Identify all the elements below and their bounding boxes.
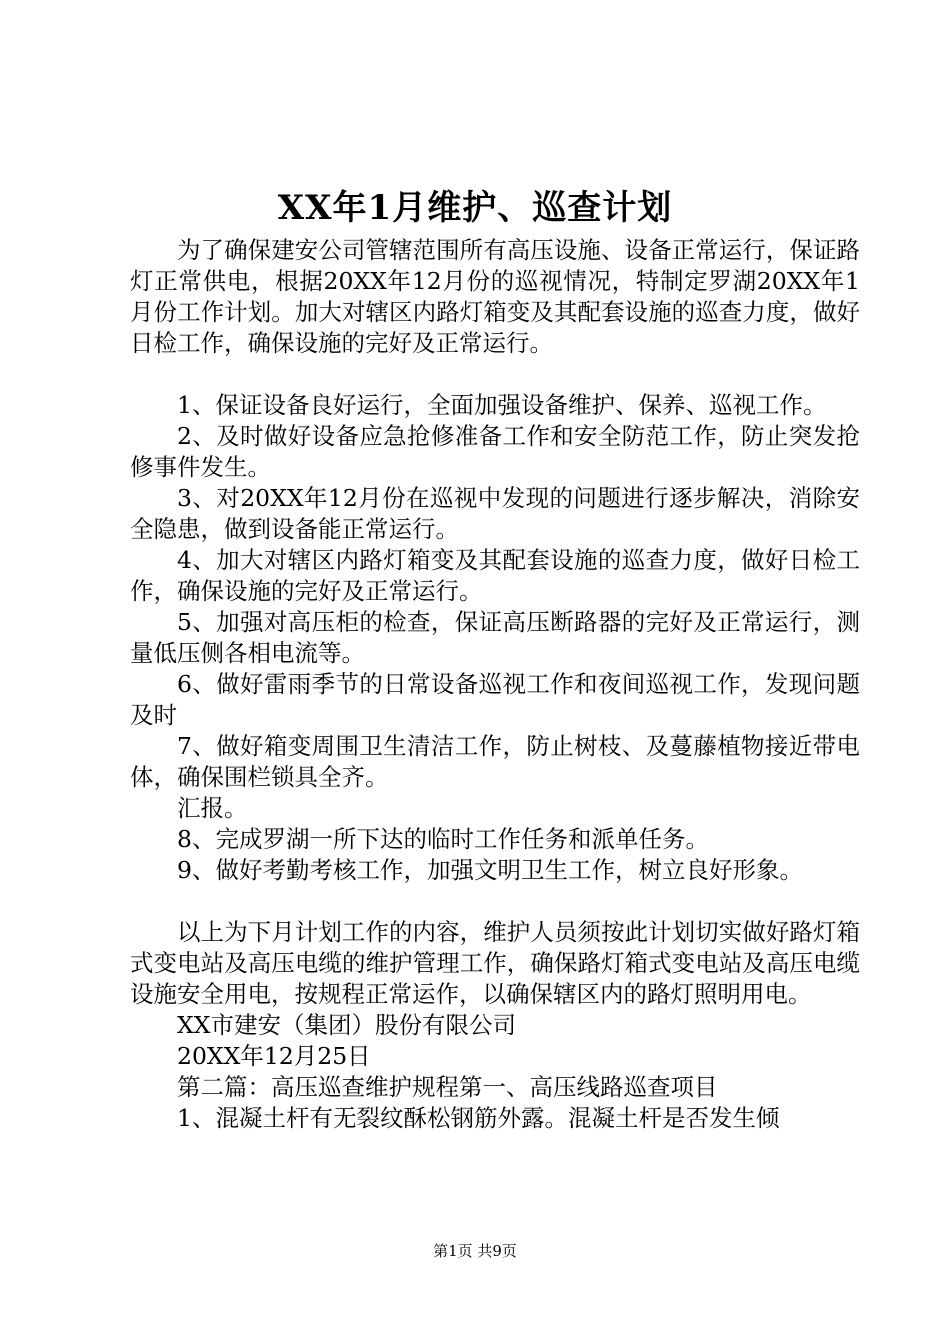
paragraph-gap (130, 886, 860, 917)
page-footer: 第1页 共9页 (433, 1242, 517, 1260)
chapter2-heading: 第二篇：高压巡查维护规程第一、高压线路巡查项目 (177, 1073, 718, 1101)
list-item: 1、保证设备良好运行，全面加强设备维护、保养、巡视工作。 (177, 391, 827, 419)
list-item: 3、对20XX年12月份在巡视中发现的问题进行逐步解决，消除安全隐患，做到设备能正常运行。 (130, 484, 860, 543)
paragraph-gap (130, 359, 860, 390)
company-signature: XX市建安（集团）股份有限公司 (177, 1011, 516, 1039)
document-title: XX年1月维护、巡查计划 (277, 188, 673, 228)
chapter2-item: 1、混凝土杆有无裂纹酥松钢筋外露。混凝土杆是否发生倾 (177, 1104, 780, 1132)
list-item: 5、加强对高压柜的检查，保证高压断路器的完好及正常运行，测量低压侧各相电流等。 (130, 608, 860, 667)
list-item: 2、及时做好设备应急抢修准备工作和安全防范工作，防止突发抢修事件发生。 (130, 422, 860, 481)
list-item: 8、完成罗湖一所下达的临时工作任务和派单任务。 (177, 825, 709, 853)
document-body (130, 235, 860, 1134)
list-item: 4、加大对辖区内路灯箱变及其配套设施的巡查力度，做好日检工作，确保设施的完好及正常运行。 (130, 546, 860, 605)
list-item: 7、做好箱变周围卫生清洁工作，防止树枝、及蔓藤植物接近带电体，确保围栏锁具全齐。 (130, 732, 860, 791)
list-item: 6、做好雷雨季节的日常设备巡视工作和夜间巡视工作，发现问题及时 (130, 670, 860, 729)
intro-paragraph: 为了确保建安公司管辖范围所有高压设施、设备正常运行，保证路灯正常供电，根据20XX年12月份的巡视情况，特制定罗湖20XX年1月份工作计划。加大对辖区内路灯箱变及其配套设施的巡查力度，做好日检工作，确保设施的完好及正常运行。 (130, 236, 860, 357)
document-date: 20XX年12月25日 (177, 1042, 371, 1070)
conclusion-paragraph: 以上为下月计划工作的内容，维护人员须按此计划切实做好路灯箱式变电站及高压电缆的维护管理工作，确保路灯箱式变电站及高压电缆设施安全用电，按规程正常运作，以确保辖区内的路灯照明用电。 (130, 918, 860, 1008)
list-item: 汇报。 (177, 794, 248, 822)
list-item: 9、做好考勤考核工作，加强文明卫生工作，树立良好形象。 (177, 856, 803, 884)
